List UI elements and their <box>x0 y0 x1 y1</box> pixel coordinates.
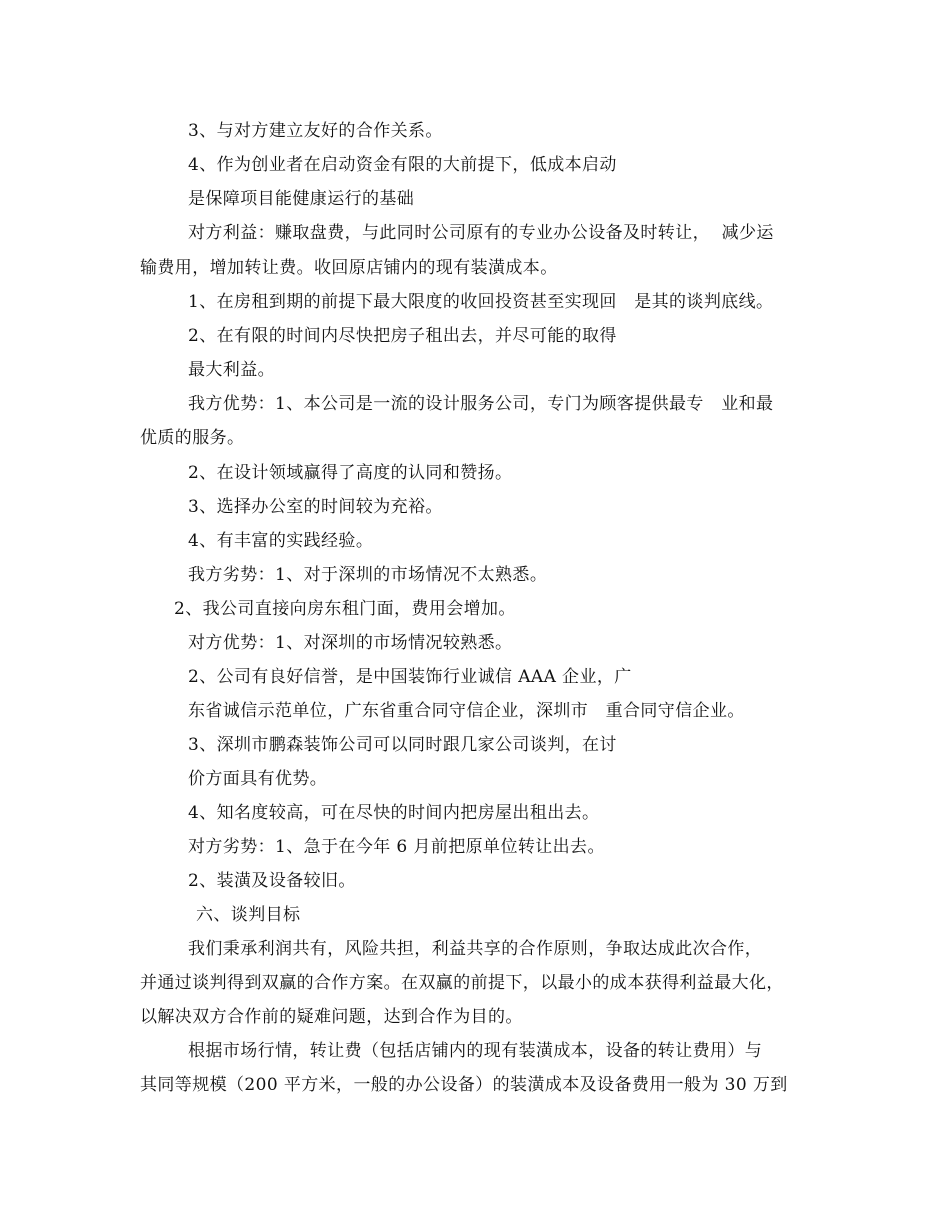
text-line: 优质的服务。 <box>140 428 245 448</box>
text-line: 3、与对方建立友好的合作关系。 <box>188 121 443 141</box>
text-line: 2、我公司直接向房东租门面，费用会增加。 <box>174 599 516 619</box>
text-line: 4、知名度较高，可在尽快的时间内把房屋出租出去。 <box>188 803 600 823</box>
text-line: 以解决双方合作前的疑难问题，达到合作为目的。 <box>140 1007 523 1027</box>
text-line: 2、装潢及设备较旧。 <box>188 871 356 891</box>
text-line: 对方劣势：1、急于在今年 6 月前把原单位转让出去。 <box>188 837 605 857</box>
text-line: 我们秉承利润共有，风险共担，利益共享的合作原则，争取达成此次合作， <box>188 939 763 959</box>
section-heading: 六、谈判目标 <box>196 905 301 925</box>
text-line: 东省诚信示范单位，广东省重合同守信企业，深圳市 重合同守信企业。 <box>188 701 745 721</box>
text-line: 1、在房租到期的前提下最大限度的收回投资甚至实现回 是其的谈判底线。 <box>188 292 774 312</box>
text-line: 我方优势：1、本公司是一流的设计服务公司，专门为顾客提供最专 业和最 <box>188 394 774 414</box>
text-line: 是保障项目能健康运行的基础 <box>188 189 415 209</box>
text-line: 3、选择办公室的时间较为充裕。 <box>188 497 443 517</box>
text-line: 4、作为创业者在启动资金有限的大前提下，低成本启动 <box>188 155 617 175</box>
text-line: 对方利益：赚取盘费，与此同时公司原有的专业办公设备及时转让， 减少运 <box>188 223 774 243</box>
text-line: 4、有丰富的实践经验。 <box>188 531 374 551</box>
text-line: 对方优势：1、对深圳的市场情况较熟悉。 <box>188 633 513 653</box>
text-line: 价方面具有优势。 <box>188 769 328 789</box>
text-line: 最大利益。 <box>188 360 275 380</box>
text-line: 我方劣势：1、对于深圳的市场情况不太熟悉。 <box>188 565 548 585</box>
text-line: 3、深圳市鹏森装饰公司可以同时跟几家公司谈判，在讨 <box>188 735 617 755</box>
text-line: 其同等规模（200 平方米，一般的办公设备）的装潢成本及设备费用一般为 30 万到 <box>140 1075 788 1095</box>
text-line: 2、在有限的时间内尽快把房子租出去，并尽可能的取得 <box>188 326 617 346</box>
text-line: 2、在设计领域赢得了高度的认同和赞扬。 <box>188 463 513 483</box>
text-line: 根据市场行情，转让费（包括店铺内的现有装潢成本，设备的转让费用）与 <box>188 1041 763 1061</box>
text-line: 并通过谈判得到双赢的合作方案。在双赢的前提下，以最小的成本获得利益最大化， <box>140 973 784 993</box>
text-line: 输费用，增加转让费。收回原店铺内的现有装潢成本。 <box>140 258 558 278</box>
text-line: 2、公司有良好信誉，是中国装饰行业诚信 AAA 企业，广 <box>188 667 632 687</box>
